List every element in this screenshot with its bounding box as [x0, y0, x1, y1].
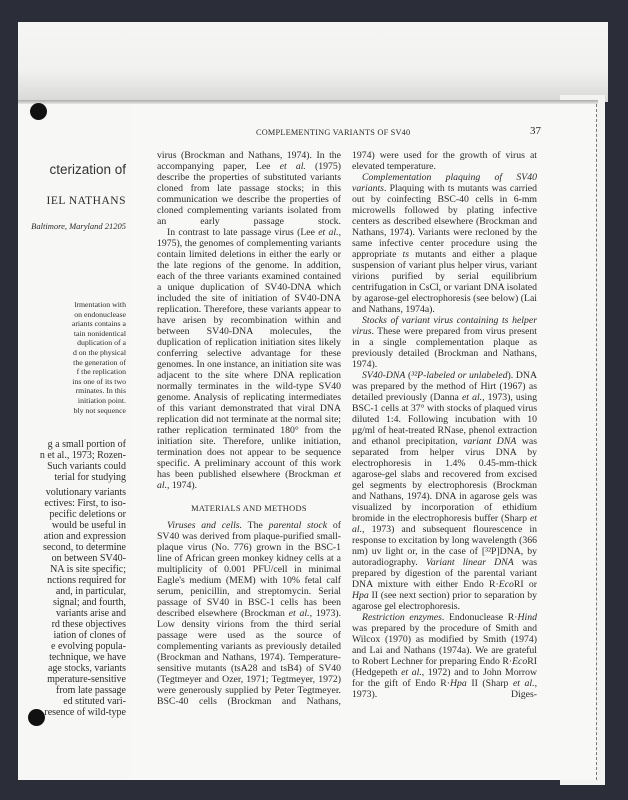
text-line: tain nonidentical: [73, 328, 126, 338]
text-line: the generation of: [73, 357, 126, 367]
italic-text: Eco: [512, 656, 528, 667]
page-number: 37: [530, 125, 541, 137]
italic-text: Hind: [517, 612, 537, 623]
text-line: f the replication: [76, 367, 126, 377]
paragraph: [352, 150, 537, 172]
text-line: resence of wild-type: [44, 707, 126, 718]
text-line: ins one of its two: [72, 376, 126, 386]
paragraph: [157, 520, 341, 707]
text-line: on between SV40-: [51, 553, 126, 564]
text-line: rminates. In this: [75, 386, 126, 396]
text-line: signal; and fourth,: [52, 597, 126, 608]
text-run: , 1973). Diges-: [352, 678, 537, 700]
text-run: was separated from helper virus DNA by electrophoresis in 1.4% 0.45-mm-thick agarose-gel slabs and recovered from excised gel segments by electrophoresis (Brockman and Nathans, 1974). DNA in agarose gels was visualized by incorporation of ethidium bromide in the electrophoresis buffer (Sharp: [352, 436, 537, 524]
text-run: II (see next section) prior to separation by agarose gel electrophoresis.: [352, 590, 537, 612]
left-text-column: [157, 150, 341, 707]
text-run: , 1973), using BSC-1 cells at 37° with stocks of plaqued virus diluted 1:4. Following incubation with 10 μg/ml of heat-treated RNase, phenol extraction and ethanol precipitation,: [352, 392, 537, 447]
text-line: ariants contains a: [71, 319, 126, 329]
text-run: II (Sharp: [466, 678, 513, 689]
text-run: was prepared by digestion of the parental variant DNA mixture with either Endo R·: [352, 557, 537, 590]
italic-text: Complementation plaquing of SV40 variants: [352, 172, 537, 194]
paragraph: [352, 315, 537, 370]
text-line: pecific deletions or: [49, 509, 126, 520]
italic-text: ts: [402, 249, 410, 260]
text-line: nctions required for: [47, 575, 126, 586]
text-run: . These were prepared from virus present in a single complementation plaque as previously detailed (Brockman and Nathans, 1974).: [352, 326, 537, 370]
text-line: from late passage: [56, 685, 126, 696]
italic-text: et al.: [157, 469, 341, 491]
punch-hole-top: [30, 103, 47, 120]
text-line: NA is site specific;: [50, 564, 126, 575]
text-line: initiation point.: [77, 395, 126, 405]
paragraph: [157, 150, 341, 227]
italic-text: Stocks of variant virus containing ts helper virus: [352, 315, 537, 337]
text-line: g a small portion of: [47, 439, 126, 450]
text-line: duplication of a: [77, 338, 126, 348]
paragraph: [352, 172, 537, 315]
text-run: RI or: [513, 579, 537, 590]
page-fold-shadow: [18, 100, 598, 104]
author-fragment: IEL NATHANS: [46, 195, 126, 207]
text-line: ation and expression: [43, 531, 126, 542]
text-line: would be useful in: [51, 520, 126, 531]
text-line: lrmentation with: [74, 300, 126, 309]
italic-text: ³²P-labeled or unlabeled: [411, 370, 508, 381]
italic-text: et al.: [352, 513, 537, 535]
text-run: virus (Brockman and Nathans, 1974). In the accompanying paper, Lee: [157, 150, 341, 172]
italic-text: Hpa: [450, 678, 467, 689]
text-line: ed stituted vari-: [63, 696, 126, 707]
italic-text: et al.: [288, 608, 310, 619]
italic-text: Eco: [498, 579, 514, 590]
text-line: volutionary variants: [45, 487, 126, 498]
italic-text: parental stock: [268, 520, 328, 531]
section-heading: [157, 503, 341, 514]
text-line: terial for studying: [54, 472, 126, 483]
italic-text: Variant linear DNA: [425, 557, 514, 568]
body-fragment-a: [40, 439, 126, 483]
text-run: ). DNA was prepared by the method of Hirt (1967) as detailed previously (Danna: [352, 370, 537, 403]
italic-text: SV40-DNA: [362, 370, 406, 381]
italic-text: et al.: [279, 161, 306, 172]
text-line: technique, we have: [49, 652, 126, 663]
paragraph: [352, 370, 537, 612]
italic-text: et al.: [318, 227, 339, 238]
punch-hole-bottom: [28, 709, 45, 726]
text-line: e evolving popula-: [51, 641, 126, 652]
text-run: , 1975), the genomes of complementing variants contain limited deletions in either the early or the late regions of the genome. In addition, each of the three variants examined contained a unique duplication of SV40-DNA which included the site of initiation of SV40-DNA replication. Therefore, these variants appear to have arisen by recombination within and between SV40-DNA molecules, the duplication of replication initiation sites likely conferring selective advantage for these genomes. In one instance, an initiation site was adjacent to the site where DNA replication normally terminates in the wild-type SV40 genome. Analysis of replicating intermediates of this variant demonstrated that viral DNA replication did not terminate at the normal site; rather replication terminated 180° from the initiation site. Therefore, unlike initiation, termination does not appear to be sequence specific. A preliminary account of this work has been published elsewhere (Brockman: [157, 227, 342, 480]
body-fragment-b: [43, 487, 126, 718]
text-line: n et al., 1973; Rozen-: [39, 450, 126, 461]
text-run: , 1972) and to John Morrow for the gift of Endo R·: [352, 667, 537, 689]
text-line: second, to determine: [42, 542, 126, 553]
text-run: In contrast to late passage virus (Lee: [167, 227, 319, 238]
text-line: age stocks, variants: [47, 663, 126, 674]
text-run: , 1973). Low density virions from the third serial passage were used as the source of complementing variants as previously detailed (Brockman and Nathans, 1974). Temperature-sensitive mutants (tsA28 and tsB4) of SV40 (Tegtmeyer and Ozer, 1971; Tegtmeyer, 1972) were generously supplied by Peter Tegtmeyer. BSC-40 cells (Brockman and Nathans,: [157, 608, 342, 707]
text-run: was prepared by the procedure of Smith and Wilcox (1970) as modified by Smith (1974) and Lai and Nathans (1974a). We are grateful to Robert Lechner for preparing Endo R·: [352, 623, 537, 667]
text-line: rd these objectives: [51, 619, 126, 630]
text-line: d on the physical: [72, 347, 126, 357]
italic-text: et al.: [461, 392, 483, 403]
address-fragment: Baltimore, Maryland 21205: [31, 221, 126, 231]
running-header: COMPLEMENTING VARIANTS OF SV40: [256, 128, 411, 137]
text-line: bly not sequence: [73, 405, 126, 415]
text-run: (1975) describe the properties of substituted variants cloned from late passage stocks; in this communication we describe the properties of cloned complementing variants isolated from an early passage stock.: [157, 161, 341, 227]
facing-page-fragment: [18, 100, 131, 780]
underlying-sheet-top: [18, 22, 608, 102]
italic-text: Hpa: [352, 590, 369, 601]
text-line: iation of clones of: [53, 630, 126, 641]
text-run: 1974) were used for the growth of virus at elevated temperature.: [352, 150, 537, 172]
text-line: on endonuclease: [74, 309, 126, 319]
paragraph: [352, 612, 537, 700]
italic-text: variant DNA: [463, 436, 517, 447]
article-title-fragment: cterization of: [49, 162, 126, 177]
text-line: and, in particular,: [55, 586, 126, 597]
text-run: (: [405, 370, 412, 381]
italic-text: et al.: [512, 678, 535, 689]
abstract-fragment: [72, 300, 126, 415]
text-run: RI (Hedgepeth: [352, 656, 537, 678]
text-run: The: [242, 520, 269, 531]
text-run: . Plaquing with ts mutants was carried out by coinfecting BSC-40 cells in 6-mm microwells followed by plating infective centers as described elsewhere (Brockman and Nathans, 1974). Variants were recloned by the same infective center procedure using the appropriate: [352, 183, 537, 260]
italic-text: et al.: [401, 667, 422, 678]
italic-text: Viruses and cells.: [167, 520, 243, 531]
text-run: , 1974).: [167, 480, 198, 491]
paragraph: [157, 227, 341, 491]
text-run: mutants and either a plaque suspension of variant plus helper virus, variant virions purified by serial equilibrium centrifugation in CsCl, or variant DNA isolated by agarose-gel electrophoresis (see below) (Lai and Nathans, 1974a).: [352, 249, 537, 315]
text-run: of SV40 was derived from plaque-purified small-plaque virus (No. 776) grown in the BSC-1 line of African green monkey kidney cells at a multiplicity of 0.001 PFU/cell in minimal Eagle's medium (MEM) with 10% fetal calf serum, penicillin, and streptomycin. Serial passage of SV40 in BSC-1 cells has been described elsewhere (Brockman: [157, 520, 341, 619]
text-run: , 1973) and subsequent flourescence in response to excitation by long wavelength (366 nm) uv light or, in the case of [³²P]DNA, by autoradiography.: [352, 524, 537, 568]
italic-text: Restriction enzymes: [362, 612, 442, 623]
text-line: Such variants could: [47, 461, 126, 472]
text-run: MATERIALS AND METHODS: [191, 504, 307, 513]
text-line: ectives: First, to iso-: [44, 498, 126, 509]
text-line: variants arise and: [56, 608, 126, 619]
text-run: . Endonuclease R·: [441, 612, 518, 623]
right-text-column: [352, 150, 537, 700]
text-line: mperature-sensitive: [47, 674, 126, 685]
